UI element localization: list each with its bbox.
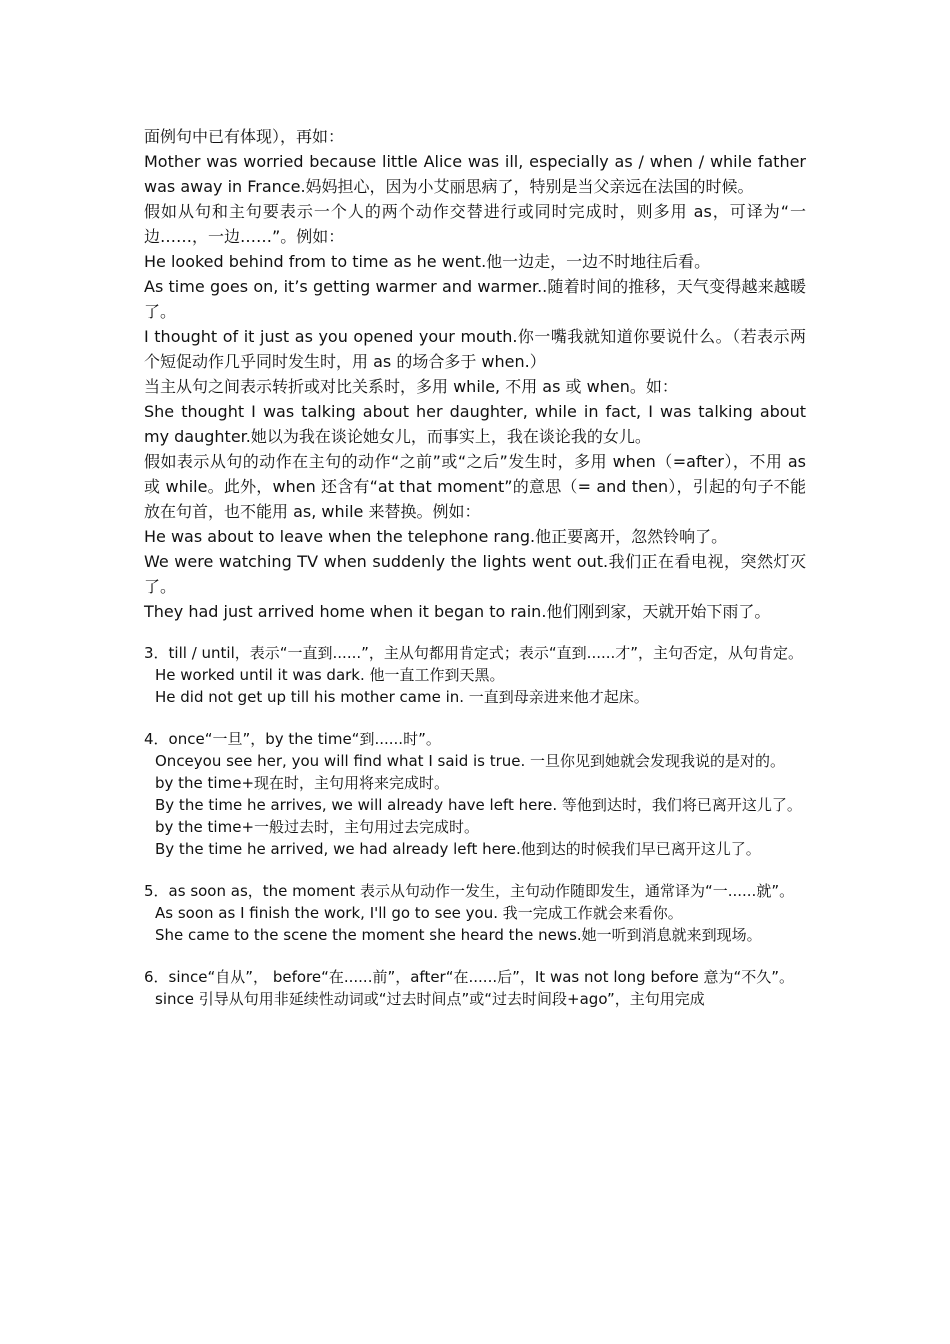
example-line: He worked until it was dark. 他一直工作到天黑。 xyxy=(155,666,505,684)
example-line: By the time he arrives, we will already have left here. 等他到达时，我们将已离开这儿了。 xyxy=(155,796,802,814)
paragraph: 面例句中已有体现），再如： xyxy=(144,127,345,146)
example-line: As soon as I finish the work, I'll go to see you. 我一完成工作就会来看你。 xyxy=(155,904,683,922)
paragraph: She thought I was talking about her daughter, while in fact, I was talking about my daughter.她以为我在谈论她女儿，而事实上，我在谈论我的女儿。 xyxy=(144,402,806,446)
example-line: She came to the scene the moment she heard the news.她一听到消息就来到现场。 xyxy=(155,926,762,944)
paragraph: He was about to leave when the telephone rang.他正要离开，忽然铃响了。 xyxy=(144,527,728,546)
rule-heading: 3．till / until，表示“一直到......”，主从句都用肯定式；表示“直到......才”，主句否定，从句肯定。 xyxy=(144,644,804,662)
paragraph: They had just arrived home when it began to rain.他们刚到家，天就开始下雨了。 xyxy=(144,602,771,621)
example-line: by the time+一般过去时，主句用过去完成时。 xyxy=(155,818,480,836)
example-line: Onceyou see her, you will find what I said is true. 一旦你见到她就会发现我说的是对的。 xyxy=(155,752,786,770)
example-line: By the time he arrived, we had already left here.他到达的时候我们早已离开这儿了。 xyxy=(155,840,761,858)
paragraph: 假如表示从句的动作在主句的动作“之前”或“之后”发生时，多用 when（=after），不用 as 或 while。此外，when 还含有“at that moment”的意思（= and then），引起的句子不能放在句首，也不能用 as, while 来替换。例如： xyxy=(144,452,806,521)
paragraph: He looked behind from to time as he went.他一边走，一边不时地往后看。 xyxy=(144,252,711,271)
spacer xyxy=(144,708,806,728)
spacer xyxy=(144,946,806,966)
paragraph: 假如从句和主句要表示一个人的两个动作交替进行或同时完成时，则多用 as，可译为“一边……，一边……”。例如： xyxy=(144,202,806,246)
document-page xyxy=(144,124,806,1010)
example-line: since 引导从句用非延续性动词或“过去时间点”或“过去时间段+ago”，主句用完成 xyxy=(155,990,705,1008)
paragraph: I thought of it just as you opened your mouth.你一嘴我就知道你要说什么。（若表示两个短促动作几乎同时发生时，用 as 的场合多于 when.） xyxy=(144,327,806,371)
paragraph: 当主从句之间表示转折或对比关系时，多用 while, 不用 as 或 when。如： xyxy=(144,377,678,396)
section-conjunctions-list xyxy=(144,642,806,1010)
rule-heading: 4．once“一旦”，by the time“到......时”。 xyxy=(144,730,441,748)
spacer xyxy=(144,860,806,880)
paragraph: Mother was worried because little Alice was ill, especially as / when / while father was away in France.妈妈担心，因为小艾丽思病了，特别是当父亲远在法国的时候。 xyxy=(144,152,806,196)
paragraph: As time goes on, it’s getting warmer and warmer..随着时间的推移，天气变得越来越暖了。 xyxy=(144,277,806,321)
example-line: He did not get up till his mother came in. 一直到母亲进来他才起床。 xyxy=(155,688,649,706)
paragraph: We were watching TV when suddenly the lights went out.我们正在看电视，突然灯灭了。 xyxy=(144,552,806,596)
rule-heading: 5．as soon as，the moment 表示从句动作一发生，主句动作随即发生，通常译为“一......就”。 xyxy=(144,882,795,900)
rule-heading: 6．since“自从”， before“在......前”，after“在......后”，It was not long before 意为“不久”。 xyxy=(144,968,795,986)
section-as-when-while xyxy=(144,124,806,624)
example-line: by the time+现在时，主句用将来完成时。 xyxy=(155,774,450,792)
